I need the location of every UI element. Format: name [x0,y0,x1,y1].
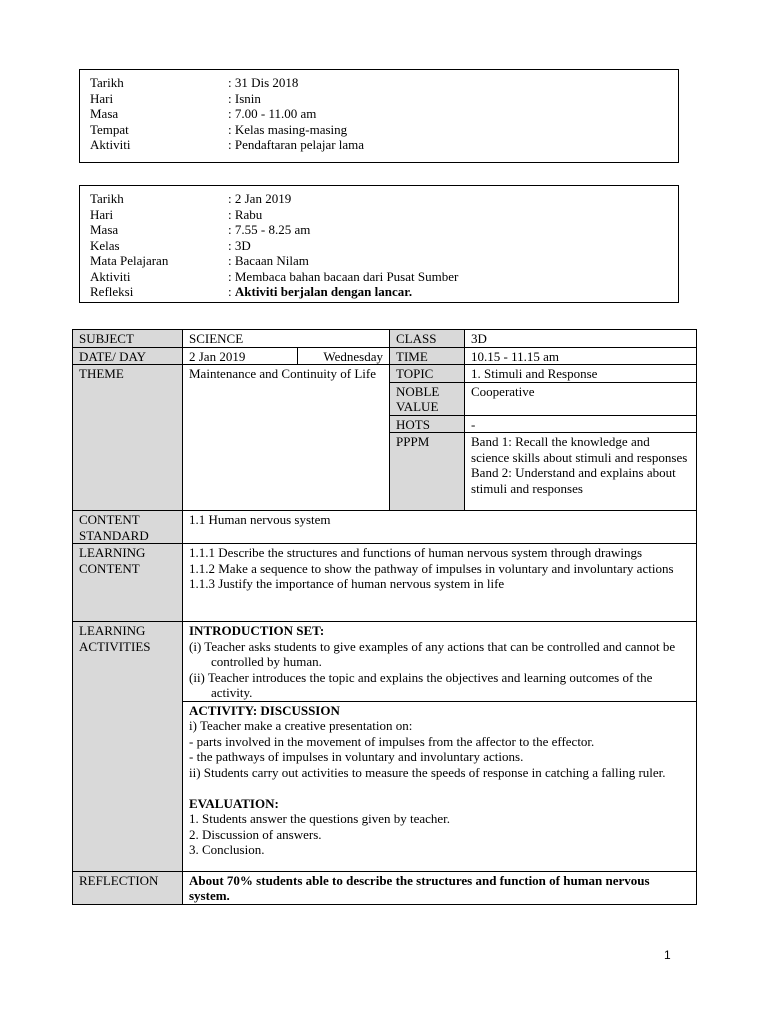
introduction-heading: INTRODUCTION SET: [189,623,325,638]
hots-value: - [465,415,697,433]
introduction-item: (i) Teacher asks students to give examples of any actions that can be controlled and cannot be controlled by human. [189,638,676,669]
row-value: : 31 Dis 2018 [228,75,299,90]
learning-content-item: 1.1.1 Describe the structures and functions of human nervous system through drawings [189,545,643,560]
row-label: Refleksi [90,284,134,299]
reflection-prefix: : [228,284,235,299]
row-value: : 7.55 - 8.25 am [228,222,311,237]
box1-row [90,75,668,91]
evaluation-item: 3. Conclusion. [189,842,265,857]
table-row [73,622,697,702]
row-label: Kelas [90,237,120,253]
pppm-value [465,433,697,511]
learning-content-value [183,544,697,622]
pppm-band-2: Band 2: Understand and explains about stimuli and responses [471,465,676,496]
table-row [73,871,697,904]
theme-label: THEME [73,365,183,511]
row-label: Tarikh [90,75,124,90]
learning-activities-label: LEARNING ACTIVITIES [73,622,183,872]
table-row [73,365,697,383]
evaluation-item: 1. Students answer the questions given by teacher. [189,811,451,826]
row-label: Masa [90,222,119,237]
pppm-label: PPPM [390,433,465,511]
noble-value-value: Cooperative [465,382,697,415]
introduction-set [183,622,697,702]
table-row [73,511,697,544]
box2-row [90,191,668,207]
reflection-value: About 70% students able to describe the structures and function of human nervous system. [183,871,697,904]
row-value: : Membaca bahan bacaan dari Pusat Sumber [228,268,459,284]
activity-item: - parts involved in the movement of impulses from the affector to the effector. [189,733,595,749]
day-value: Wednesday [298,347,390,365]
reflection-label: REFLECTION [73,871,183,904]
row-value: : Pendaftaran pelajar lama [228,137,365,152]
box1-row [90,137,668,153]
box2-row [90,222,668,238]
date-value: 2 Jan 2019 [183,347,298,365]
introduction-item: (ii) Teacher introduces the topic and explains the objectives and learning outcomes of the activity. [189,669,653,700]
learning-content-item: 1.1.3 Justify the importance of human nervous system in life [189,576,505,591]
row-value [228,284,668,300]
row-label: Masa [90,106,119,121]
activity-heading: ACTIVITY: DISCUSSION [189,702,340,718]
table-row [73,347,697,365]
row-label: Tarikh [90,191,124,206]
activity-item: i) Teacher make a creative presentation on: [189,718,413,733]
row-value: : Bacaan Nilam [228,253,309,268]
row-value: : 2 Jan 2019 [228,191,292,206]
row-label: Aktiviti [90,268,131,284]
noble-value-label: NOBLE VALUE [390,382,465,415]
box2-row [90,269,668,285]
class-label: CLASS [390,330,465,348]
class-value: 3D [465,330,697,348]
content-standard-label: CONTENT STANDARD [73,511,183,544]
box2-row [90,238,668,254]
topic-value: 1. Stimuli and Response [465,365,697,383]
learning-content-item: 1.1.2 Make a sequence to show the pathway of impulses in voluntary and involuntary actions [189,560,674,576]
date-label: DATE/ DAY [73,347,183,365]
page-number: 1 [664,948,671,962]
topic-label: TOPIC [390,365,465,383]
table-row [73,544,697,622]
row-value: : 3D [228,237,251,253]
box1-row [90,106,668,122]
row-value: : Rabu [228,206,263,222]
activity-item: ii) Students carry out activities to measure the speeds of response in catching a falling ruler. [189,764,666,780]
row-value: : Isnin [228,90,261,106]
row-label: Mata Pelajaran [90,253,169,268]
content-standard-value: 1.1 Human nervous system [183,511,697,544]
subject-label: SUBJECT [73,330,183,348]
time-label: TIME [390,347,465,365]
row-label: Hari [90,206,114,222]
subject-value: SCIENCE [183,330,390,348]
reflection-text: Aktiviti berjalan dengan lancar. [234,284,413,299]
row-label: Aktiviti [90,137,131,152]
activity-discussion [183,701,697,871]
lesson-plan-table [72,329,697,905]
pppm-band-1: Band 1: Recall the knowledge and science skills about stimuli and responses [471,434,688,465]
box2-row [90,284,668,300]
learning-content-label: LEARNING CONTENT [73,544,183,622]
theme-value: Maintenance and Continuity of Life [183,365,390,511]
box1-row [90,122,668,138]
row-value: : Kelas masing-masing [228,121,348,137]
box1-row [90,91,668,107]
evaluation-item: 2. Discussion of answers. [189,826,322,842]
hots-label: HOTS [390,415,465,433]
table-row [73,330,697,348]
box2-row [90,253,668,269]
evaluation-heading: EVALUATION: [189,795,279,811]
schedule-box-1 [79,69,679,163]
box2-row [90,207,668,223]
activity-item: - the pathways of impulses in voluntary and involuntary actions. [189,749,524,764]
row-value: : 7.00 - 11.00 am [228,106,317,121]
row-label: Hari [90,90,114,106]
row-label: Tempat [90,121,129,137]
schedule-box-2 [79,185,679,303]
time-value: 10.15 - 11.15 am [465,347,697,365]
